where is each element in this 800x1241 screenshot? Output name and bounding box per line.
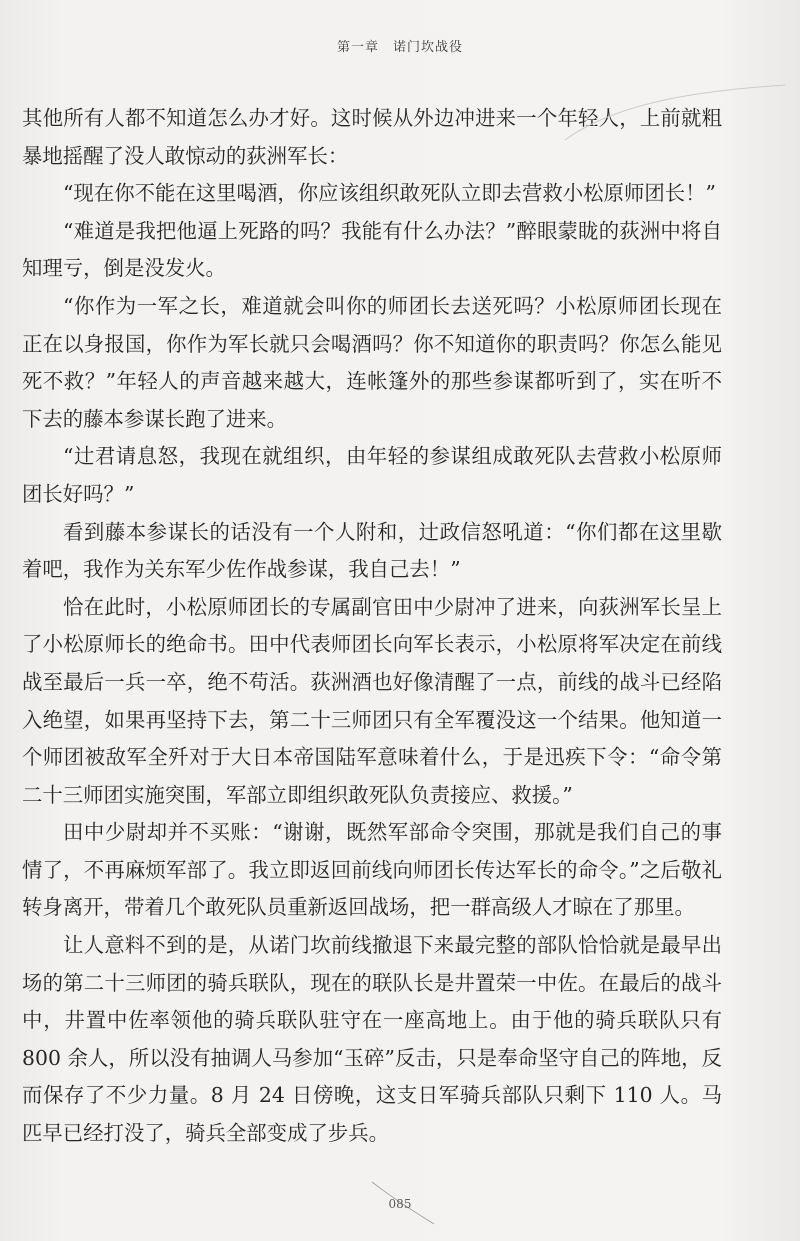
paragraph: 其他所有人都不知道怎么办才好。这时候从外边冲进来一个年轻人，上前就粗暴地摇醒了没人敢惊动的荻洲军长：	[22, 106, 722, 168]
body-text	[22, 100, 722, 1153]
paragraph: “现在你不能在这里喝酒，你应该组织敢死队立即去营救小松原师团长！”	[63, 181, 716, 206]
page-number: 085	[388, 1197, 412, 1211]
paragraph: 让人意料不到的是，从诺门坎前线撤退下来最完整的部队恰恰就是最早出场的第二十三师团的骑兵联队，现在的联队长是井置荣一中佐。在最后的战斗中，井置中佐率领他的骑兵联队驻守在一座高地上。由于他的骑兵联队只有 800 余人，所以没有抽调人马参加“玉碎”反击，只是奉命坚守自己的阵地，反而保存了不少力量。8 月 24 日傍晚，这支日军骑兵部队只剩下 110 人。马匹早已经打没了，骑兵全部变成了步兵。	[22, 933, 722, 1146]
running-header: 第一章 诺门坎战役	[336, 40, 463, 55]
paragraph: 恰在此时，小松原师团长的专属副官田中少尉冲了进来，向荻洲军长呈上了小松原师长的绝命书。田中代表师团长向军长表示，小松原将军决定在前线战至最后一兵一卒，绝不苟活。荻洲酒也好像清醒了一点，前线的战斗已经陷入绝望，如果再坚持下去，第二十三师团只有全军覆没这一个结果。他知道一个师团被敌军全歼对于大日本帝国陆军意味着什么，于是迅疾下令：“命令第二十三师团实施突围，军部立即组织敢死队负责接应、救援。”	[22, 594, 722, 807]
paragraph: “你作为一军之长，难道就会叫你的师团长去送死吗？小松原师团长现在正在以身报国，你作为军长就只会喝酒吗？你不知道你的职责吗？你怎么能见死不救？”年轻人的声音越来越大，连帐篷外的那些参谋都听到了，实在听不下去的藤本参谋长跑了进来。	[22, 293, 722, 431]
paragraph: “难道是我把他逼上死路的吗？我能有什么办法？”醉眼蒙眬的荻洲中将自知理亏，倒是没发火。	[22, 218, 722, 281]
paragraph: 田中少尉却并不买账：“谢谢，既然军部命令突围，那就是我们自己的事情了，不再麻烦军部了。我立即返回前线向师团长传达军长的命令。”之后敬礼转身离开，带着几个敢死队员重新返回战场，把一群高级人才晾在了那里。	[22, 820, 722, 920]
paragraph: “辻君请息怒，我现在就组织，由年轻的参谋组成敢死队去营救小松原师团长好吗？”	[22, 444, 722, 506]
paragraph: 看到藤本参谋长的话没有一个人附和，辻政信怒吼道：“你们都在这里歇着吧，我作为关东军少佐作战参谋，我自己去！”	[22, 519, 722, 582]
